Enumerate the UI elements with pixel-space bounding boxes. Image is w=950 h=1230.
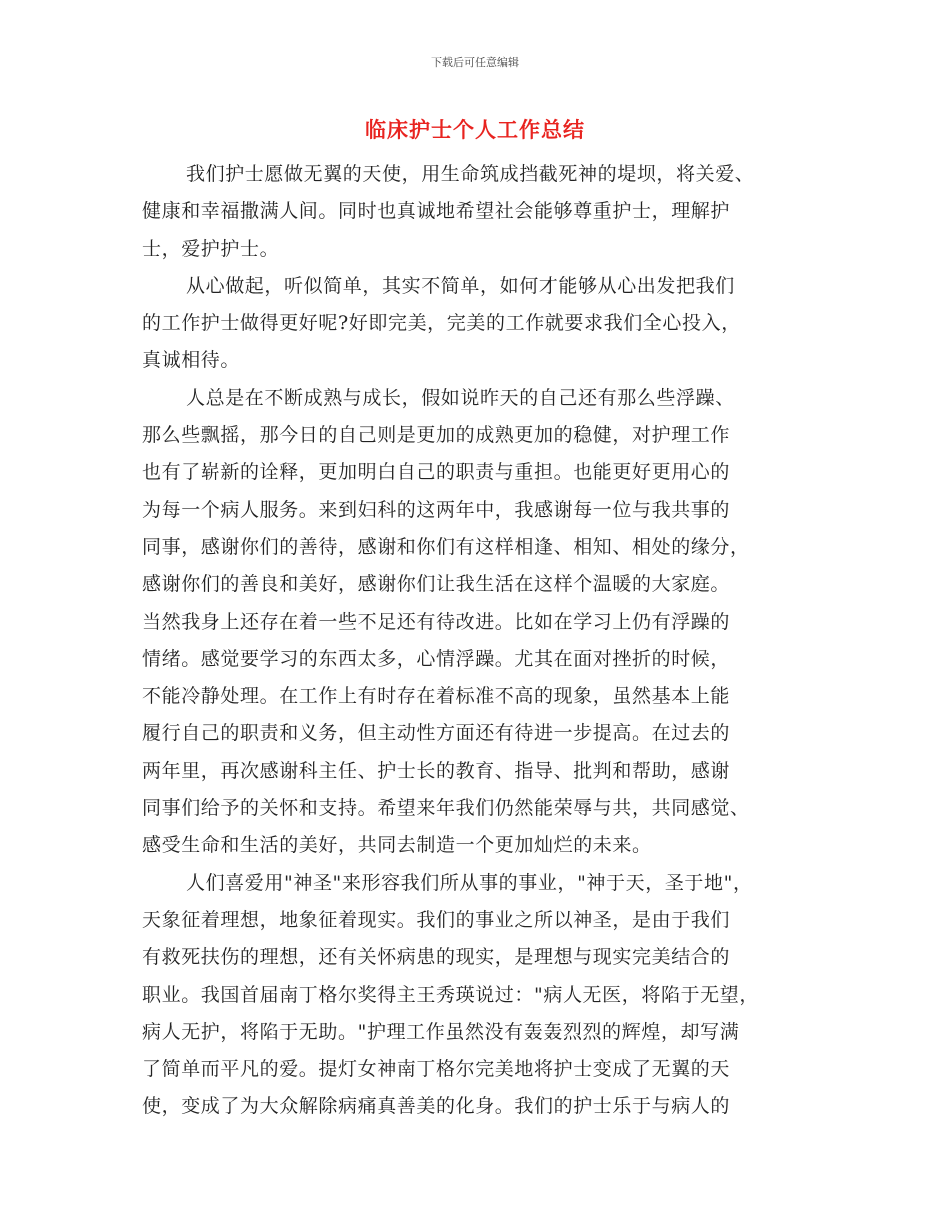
paragraph-line: 天象征着理想，地象征着现实。我们的事业之所以神圣，是由于我们: [142, 908, 731, 931]
paragraph-line: 情绪。感觉要学习的东西太多，心情浮躁。尤其在面对挫折的时候，: [142, 647, 731, 670]
paragraph-line: 那么些飘摇，那今日的自己则是更加的成熟更加的稳健，对护理工作: [142, 424, 731, 447]
paragraph-line: 使，变成了为大众解除病痛真善美的化身。我们的护士乐于与病人的: [142, 1095, 731, 1118]
paragraph-line: 的工作护士做得更好呢?好即完美，完美的工作就要求我们全心投入，: [142, 312, 741, 335]
document-body: [142, 156, 810, 1126]
paragraph-line: 履行自己的职责和义务，但主动性方面还有待进一步提高。在过去的: [142, 722, 731, 745]
paragraph-line: 从心做起，听似简单，其实不简单，如何才能够从心出发把我们: [186, 274, 735, 297]
paragraph-line: 职业。我国首届南丁格尔奖得主王秀瑛说过："病人无医，将陷于无望，: [142, 983, 759, 1006]
paragraph-line: 也有了崭新的诠释，更加明白自己的职责与重担。也能更好更用心的: [142, 461, 731, 484]
paragraph-line: 有救死扶伤的理想，还有关怀病患的现实，是理想与现实完美结合的: [142, 946, 731, 969]
paragraph-line: 不能冷静处理。在工作上有时存在着标准不高的现象，虽然基本上能: [142, 685, 731, 708]
paragraph-line: 我们护士愿做无翼的天使，用生命筑成挡截死神的堤坝，将关爱、: [186, 163, 755, 185]
paragraph-line: 士，爱护护士。: [142, 237, 280, 260]
header-note: 下载后可任意编辑: [431, 56, 519, 69]
paragraph-line: 为每一个病人服务。来到妇科的这两年中，我感谢每一位与我共事的: [142, 498, 731, 521]
paragraph-line: 了简单而平凡的爱。提灯女神南丁格尔完美地将护士变成了无翼的天: [142, 1058, 731, 1081]
paragraph-line: 两年里，再次感谢科主任、护士长的教育、指导、批判和帮助，感谢: [142, 759, 731, 782]
paragraph-line: 感谢你们的善良和美好，感谢你们让我生活在这样个温暖的大家庭。: [142, 573, 731, 596]
paragraph-line: 健康和幸福撒满人间。同时也真诚地希望社会能够尊重护士，理解护: [142, 200, 731, 223]
paragraph-line: 人们喜爱用"神圣"来形容我们所从事的事业，"神于天，圣于地"，: [186, 871, 753, 894]
paragraph-line: 病人无护，将陷于无助。"护理工作虽然没有轰轰烈烈的辉煌，却写满: [142, 1020, 740, 1043]
paragraph-line: 真诚相待。: [142, 349, 241, 372]
document-title: 临床护士个人工作总结: [365, 118, 585, 142]
paragraph-line: 感受生命和生活的美好，共同去制造一个更加灿烂的未来。: [142, 834, 652, 857]
paragraph-line: 同事，感谢你们的善待，感谢和你们有这样相逢、相知、相处的缘分，: [142, 535, 750, 558]
paragraph-line: 当然我身上还存在着一些不足还有待改进。比如在学习上仍有浮躁的: [142, 610, 731, 633]
paragraph-line: 人总是在不断成熟与成长，假如说昨天的自己还有那么些浮躁、: [186, 386, 735, 409]
paragraph-line: 同事们给予的关怀和支持。希望来年我们仍然能荣辱与共，共同感觉、: [142, 797, 750, 820]
